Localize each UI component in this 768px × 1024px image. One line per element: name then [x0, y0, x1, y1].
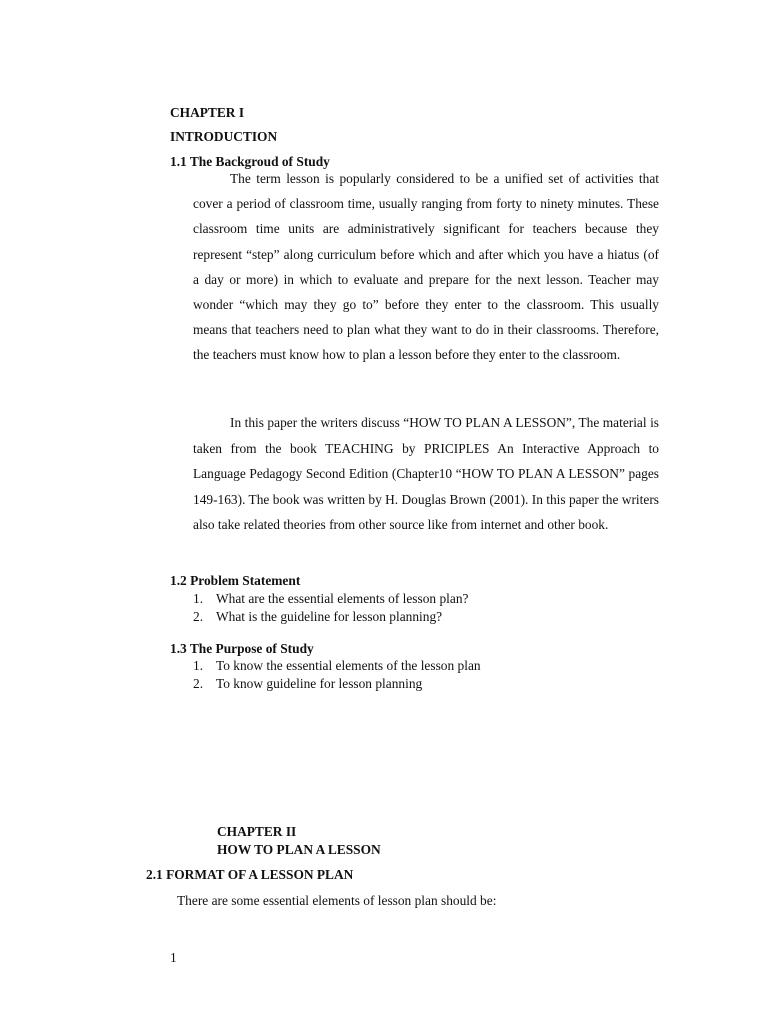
chapter-title: HOW TO PLAN A LESSON	[217, 842, 381, 857]
list-item: 2. What is the guideline for lesson planning?	[193, 608, 443, 624]
list-item: 1. To know the essential elements of the lesson plan	[193, 658, 481, 673]
section-title-purpose: 1.3 The Purpose of Study	[170, 641, 314, 656]
problem-list	[193, 590, 469, 625]
paragraph-text: The term lesson is popularly considered to be a unified set of activities that cover a period of classroom time, usually ranging from forty to ninety minutes. These classroom time units are administratively significant for teachers because they represent “step” along curriculum before which and after which you have a hiatus (of a day or more) in which to evaluate and prepare for the next lesson. Teacher may wonder “which may they go to” before they enter to the classroom. This usually means that teachers need to plan what they want to do in their classrooms. Therefore, the teachers must know how to plan a lesson before they enter to the classroom.	[193, 171, 659, 363]
list-item: 2. To know guideline for lesson planning	[193, 675, 423, 691]
chapter-title: INTRODUCTION	[170, 129, 278, 144]
chapter-heading: CHAPTER I	[170, 105, 245, 120]
paragraph-text: In this paper the writers discuss “HOW TO PLAN A LESSON”, The material is taken from the book TEACHING by PRICIPLES An Interactive Approach to Language Pedagogy Second Edition (Chapter10 “HOW TO PLAN A LESSON” pages 149-163). The book was written by H. Douglas Brown (2001). In this paper the writers also take related theories from other source like from internet and other book.	[193, 415, 659, 533]
chapter-heading: CHAPTER II	[217, 824, 297, 839]
background-paragraph-1	[193, 166, 659, 368]
format-intro: There are some essential elements of lesson plan should be:	[177, 893, 497, 908]
section-title-problem: 1.2 Problem Statement	[170, 573, 301, 588]
section-title-format: 2.1 FORMAT OF A LESSON PLAN	[146, 867, 354, 882]
background-paragraph-2	[193, 410, 659, 538]
page-number: 1	[170, 950, 177, 965]
purpose-list	[193, 657, 481, 692]
section-title-background: 1.1 The Backgroud of Study	[170, 154, 330, 169]
list-item: 1. What are the essential elements of lesson plan?	[193, 591, 469, 606]
